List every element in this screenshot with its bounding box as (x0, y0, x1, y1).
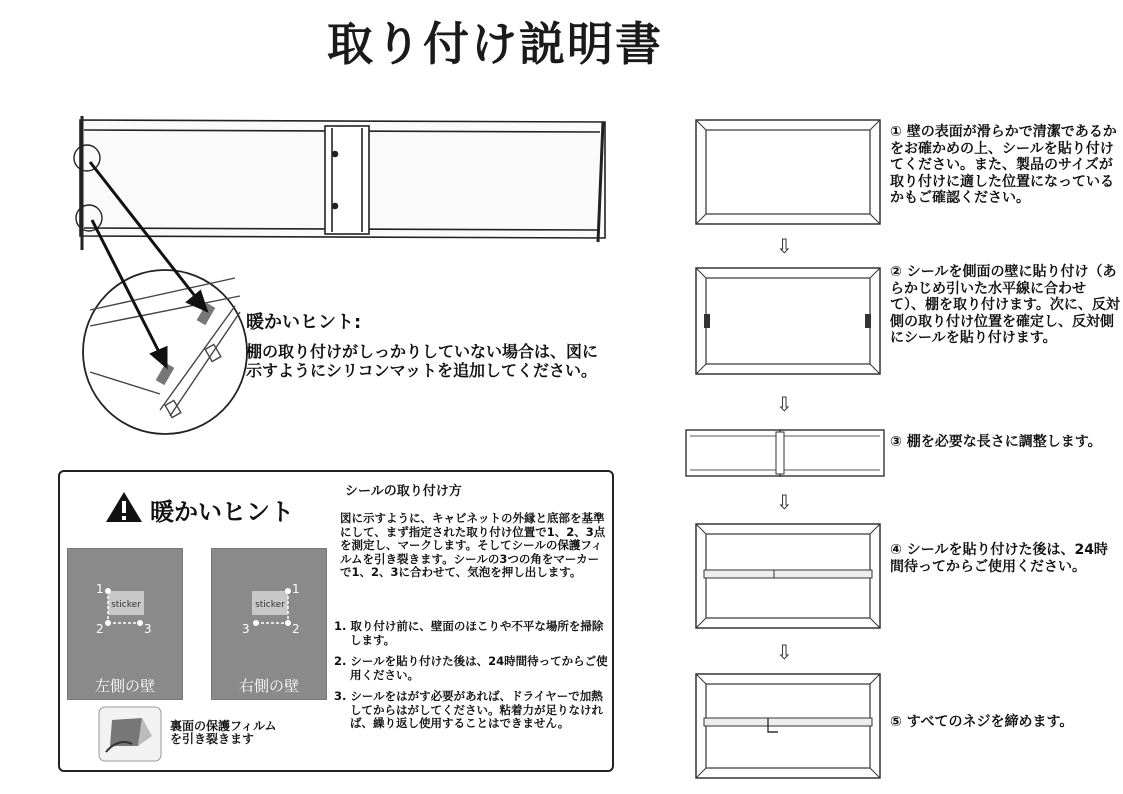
point-1: 1 (292, 582, 300, 596)
down-arrow-icon: ⇩ (776, 392, 793, 416)
step1-text (890, 124, 1120, 207)
warning-icon (104, 490, 144, 524)
step4-text (890, 542, 1120, 575)
down-arrow-icon: ⇩ (776, 234, 793, 258)
panel-step: 1. 取り付け前に、壁面のほこりや不平な場所を掃除します。 (334, 619, 604, 647)
right-wall-diagram (211, 548, 327, 700)
step-description: シールを貼り付けた後は、24時間待ってからご使用ください。 (890, 542, 1108, 575)
shelf-illustration (60, 110, 620, 440)
hint-heading: 暖かいヒント: (246, 312, 362, 333)
left-wall-diagram (67, 548, 183, 700)
down-arrow-icon: ⇩ (776, 640, 793, 664)
step3-diagram (684, 426, 888, 480)
panel-title: シールの取り付け方 (345, 484, 462, 499)
point-2: 2 (292, 622, 300, 636)
step-description: すべてのネジを締めます。 (906, 714, 1074, 730)
down-arrow-icon: ⇩ (776, 490, 793, 514)
film-label (170, 720, 277, 746)
point-3: 3 (144, 622, 152, 636)
panel-steps (334, 620, 608, 739)
peel-film-icon (98, 706, 162, 762)
step4-diagram (694, 522, 884, 632)
panel-step: 3. シールをはがす必要があれば、ドライヤーで加熱してからはがしてください。粘着力が足りなければ、繰り返し使用することはできません。 (334, 689, 603, 730)
sticker-text: sticker (255, 600, 285, 610)
step-number: ① (890, 124, 902, 140)
step-description: 壁の表面が滑らかで清潔であるかをお確かめの上、シールを貼り付けてください。また、製品のサイズが取り付けに適した位置になっているかもご確認ください。 (890, 124, 1117, 206)
panel-intro: 図に示すように、キャビネットの外縁と底部を基準にして、まず指定された取り付け位置で1、2、3点を測定し、マークします。そしてシールの保護フィルムを引き裂きます。シールの3つの角をマーカーで1、2、3に合わせて、気泡を押し出します。 (340, 511, 606, 579)
point-2: 2 (96, 622, 104, 636)
step2-diagram (694, 266, 884, 378)
step3-text (890, 434, 1120, 451)
step-number: ② (890, 264, 902, 280)
warning-label: 暖かいヒント (150, 498, 294, 526)
page-title: 取り付け説明書 (327, 17, 663, 71)
step1-diagram (694, 118, 884, 228)
sticker-text: sticker (111, 600, 141, 610)
panel-step: 2. シールを貼り付けた後は、24時間待ってからご使用ください。 (334, 654, 608, 682)
right-wall-label: 右側の壁 (238, 677, 299, 695)
step5-text (890, 714, 1120, 731)
point-3: 3 (242, 622, 250, 636)
step2-text (890, 264, 1120, 347)
step-number: ④ (890, 542, 902, 558)
step-description: 棚を必要な長さに調整します。 (906, 434, 1102, 450)
left-wall-label: 左側の壁 (94, 677, 155, 695)
film-label-line1: 裏面の保護フィルム (170, 719, 277, 733)
step-description: シールを側面の壁に貼り付け（あらかじめ引いた水平線に合わせて）、棚を取り付けます。次に、反対側の取り付け位置を確定し、反対側にシールを貼り付けます。 (890, 264, 1120, 346)
step5-diagram (694, 672, 884, 782)
step-number: ⑤ (890, 714, 902, 730)
hint-body: 棚の取り付けがしっかりしていない場合は、図に示すようにシリコンマットを追加してください。 (246, 342, 599, 380)
film-label-line2: を引き裂きます (170, 732, 255, 746)
point-1: 1 (96, 582, 104, 596)
step-number: ③ (890, 434, 902, 450)
